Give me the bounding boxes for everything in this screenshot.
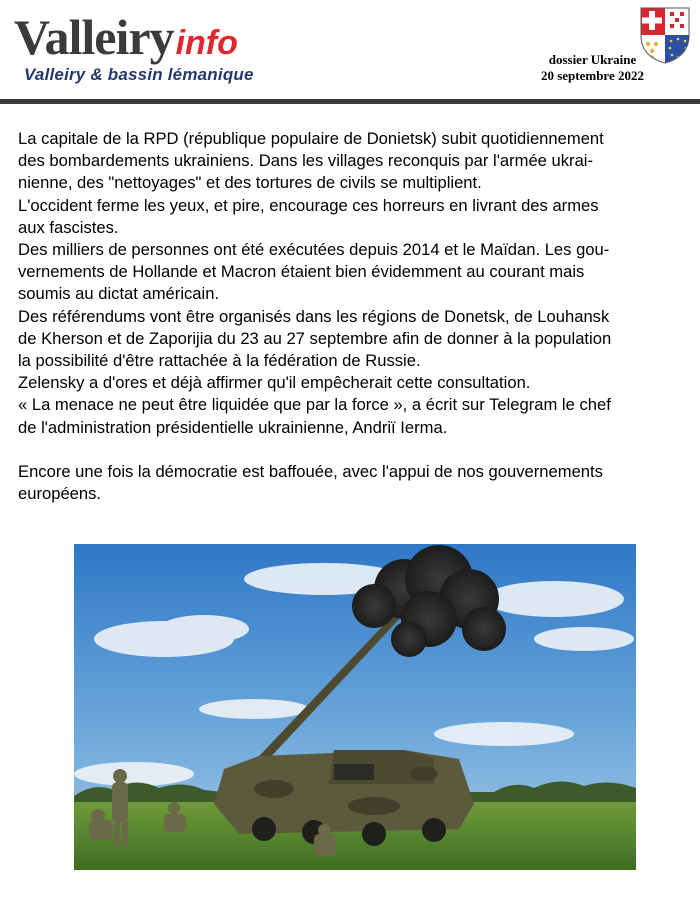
article-line: de Kherson et de Zaporijia du 23 au 27 septembre afin de donner à la population — [18, 328, 612, 348]
header-divider — [0, 99, 700, 104]
article-line: La capitale de la RPD (république populaire de Donietsk) subit quotidiennement — [18, 129, 604, 148]
article-line: de l'administration présidentielle ukrainienne, Andriï Ierma. — [18, 417, 448, 437]
article-photo — [74, 544, 636, 870]
article-line: L'occident ferme les yeux, et pire, encourage ces horreurs en livrant des armes — [18, 195, 599, 215]
issue-meta — [541, 52, 644, 84]
closing-line: Encore une fois la démocratie est baffouée, avec l'appui de nos gouvernements — [18, 461, 603, 481]
logo-main-text: Valleiry — [14, 9, 174, 65]
article-line: « La menace ne peut être liquidée que par la force », a écrit sur Telegram le chef — [18, 395, 611, 415]
coat-of-arms-icon — [639, 6, 691, 64]
article-line: soumis au dictat américain. — [18, 284, 220, 304]
article-line: Des milliers de personnes ont été exécutées depuis 2014 et le Maïdan. Les gou- — [18, 240, 610, 260]
article-line: nienne, des "nettoyages" et des tortures de civils se multiplient. — [18, 173, 482, 193]
masthead — [0, 0, 700, 100]
issue-date: 20 septembre 2022 — [540, 68, 644, 83]
article-line: des bombardements ukrainiens. Dans les villages reconquis par l'armée ukrai- — [18, 151, 594, 171]
article-line: Zelensky a d'ores et déjà affirmer qu'il empêcherait cette consultation. — [18, 373, 531, 393]
article-line: vernements de Hollande et Macron étaient bien évidemment au courant mais — [18, 262, 585, 282]
article-body — [18, 128, 684, 505]
article-line: la possibilité d'être rattachée à la fédération de Russie. — [18, 351, 421, 371]
site-logo[interactable] — [14, 8, 238, 66]
article-line: Des référendums vont être organisés dans les régions de Donetsk, de Louhansk — [18, 306, 610, 326]
site-tagline: Valleiry & bassin lémanique — [24, 65, 254, 84]
section-label: dossier Ukraine — [548, 52, 637, 67]
paragraph-gap — [18, 439, 684, 461]
closing-line: européens. — [18, 484, 102, 504]
article-line: aux fascistes. — [18, 217, 119, 237]
logo-suffix-text: info — [175, 24, 238, 62]
